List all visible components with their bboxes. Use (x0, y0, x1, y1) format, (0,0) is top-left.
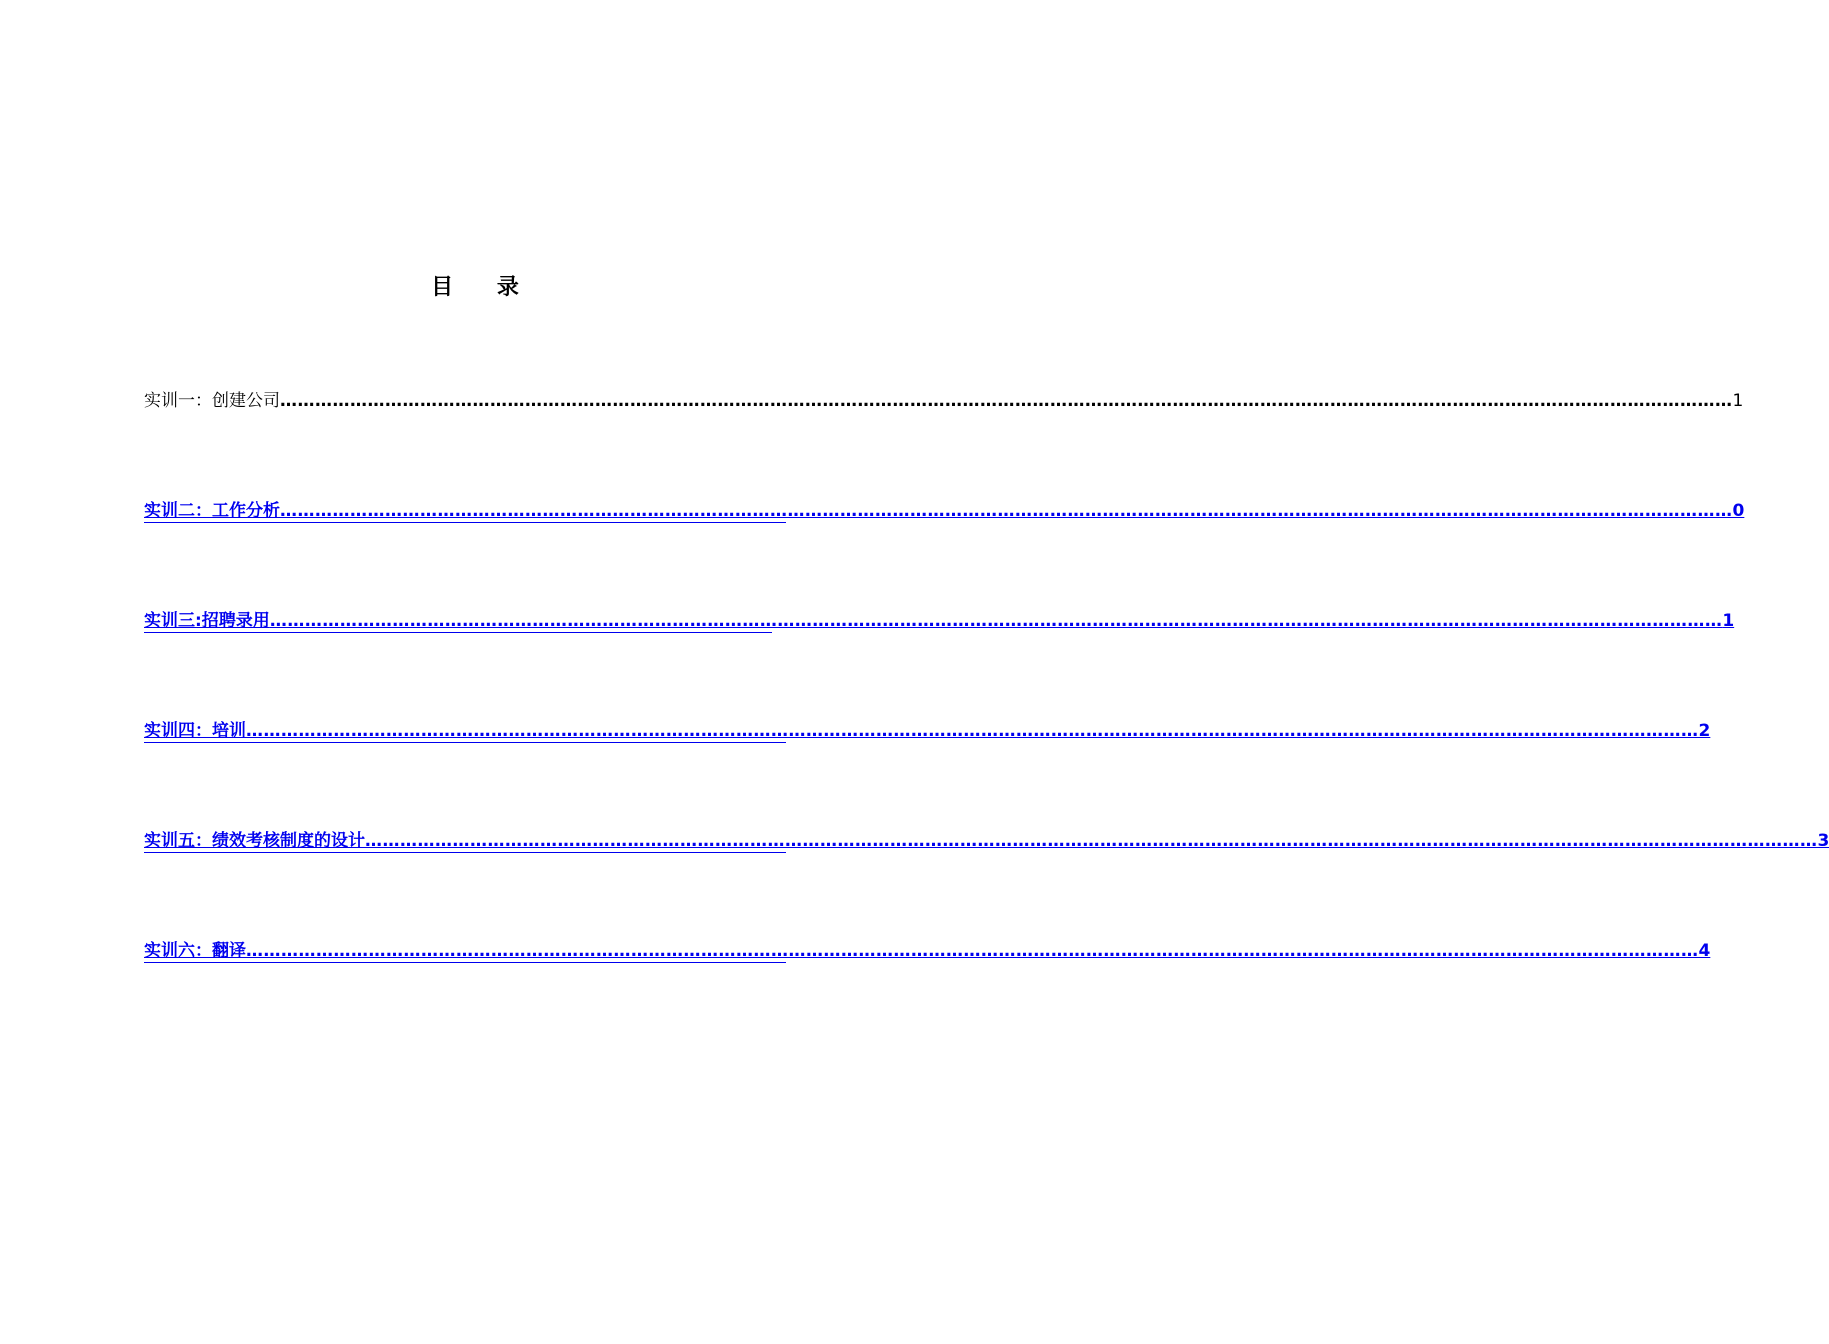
toc-link-5[interactable] (144, 826, 1829, 853)
toc-page-number: 0 (1732, 501, 1745, 521)
toc-page-number: 1 (1732, 391, 1744, 411)
toc-entry-label: 实训四：培训 (144, 721, 246, 741)
toc-page-number: 4 (1698, 941, 1711, 961)
toc-link-4[interactable] (144, 716, 1711, 743)
toc-entry-label: 实训五：绩效考核制度的设计 (144, 831, 365, 851)
toc-page-number: 3 (1817, 831, 1829, 851)
toc-leader: …………………………………………………………………………………………………………………………………………………………………………………………………………………………… (246, 721, 1699, 741)
toc-link-2[interactable] (144, 496, 1745, 523)
toc-leader: …………………………………………………………………………………………………………………………………………………………………………………………………………………………… (280, 391, 1733, 411)
toc-page-number: 1 (1722, 611, 1735, 631)
toc-page-number: 2 (1698, 721, 1711, 741)
page-title: 目 录 (431, 275, 537, 300)
toc-entry-label: 实训一：创建公司 (144, 391, 280, 411)
toc-link-6[interactable] (144, 936, 1711, 963)
toc-entry-label: 实训六：翻译 (144, 941, 246, 961)
toc-entry-1 (144, 386, 1744, 411)
toc-leader: …………………………………………………………………………………………………………………………………………………………………………………………………………………………… (246, 941, 1699, 961)
toc-leader: …………………………………………………………………………………………………………………………………………………………………………………………………………………………… (365, 831, 1818, 851)
toc-link-3[interactable] (144, 606, 1735, 633)
toc-leader: …………………………………………………………………………………………………………………………………………………………………………………………………………………………… (280, 501, 1733, 521)
toc-leader: …………………………………………………………………………………………………………………………………………………………………………………………………………………………… (269, 611, 1723, 631)
toc-entry-label: 实训三:招聘录用 (144, 611, 270, 631)
toc-entry-label: 实训二：工作分析 (144, 501, 280, 521)
